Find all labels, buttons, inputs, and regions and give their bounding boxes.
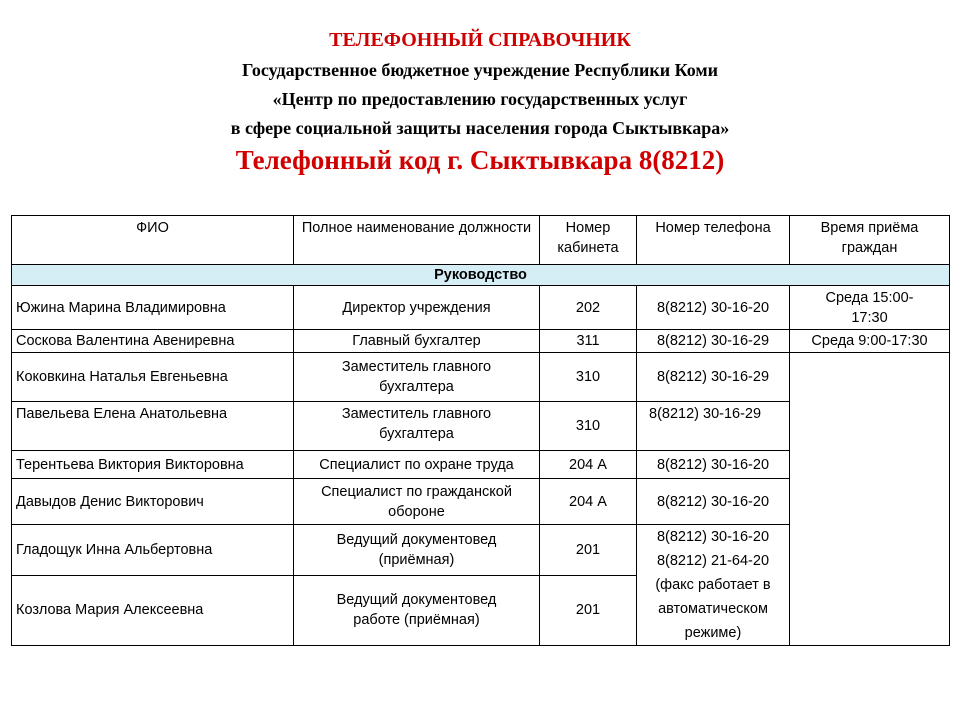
shared-phone-1: 8(8212) 30-16-20 <box>656 529 770 545</box>
col-header-room: Номер кабинета <box>540 216 637 265</box>
cell-position: Ведущий документовед работе (приёмная) <box>294 575 540 645</box>
cell-room: 310 <box>540 353 637 402</box>
cell-phone: 8(8212) 30-16-29 <box>637 402 790 451</box>
cell-fio: Терентьева Виктория Викторовна <box>12 451 294 479</box>
cell-position: Ведущий документовед (приёмная) <box>294 525 540 576</box>
cell-room: 201 <box>540 525 637 576</box>
table-row <box>12 353 950 402</box>
cell-hours-empty <box>790 353 950 646</box>
cell-hours: Среда 9:00-17:30 <box>790 330 950 353</box>
table-header-row <box>12 216 950 265</box>
col-header-position: Полное наименование должности <box>294 216 540 265</box>
col-header-phone: Номер телефона <box>637 216 790 265</box>
cell-fio: Козлова Мария Алексеевна <box>12 575 294 645</box>
cell-position: Заместитель главного бухгалтера <box>294 353 540 402</box>
col-header-fio: ФИО <box>12 216 294 265</box>
section-title: Руководство <box>12 265 950 286</box>
cell-room: 204 А <box>540 479 637 525</box>
cell-phone: 8(8212) 30-16-20 <box>637 451 790 479</box>
cell-phone: 8(8212) 30-16-29 <box>637 330 790 353</box>
cell-position: Заместитель главного бухгалтера <box>294 402 540 451</box>
cell-room: 311 <box>540 330 637 353</box>
cell-room: 310 <box>540 402 637 451</box>
cell-fio: Коковкина Наталья Евгеньевна <box>12 353 294 402</box>
cell-fio: Южина Марина Владимировна <box>12 286 294 330</box>
org-name-line-2: «Центр по предоставлению государственных услуг <box>272 89 688 109</box>
cell-room: 202 <box>540 286 637 330</box>
cell-fio: Соскова Валентина Авениревна <box>12 330 294 353</box>
table-row <box>12 330 950 353</box>
cell-phone: 8(8212) 30-16-29 <box>637 353 790 402</box>
phone-directory-table <box>11 215 950 646</box>
cell-position: Специалист по гражданской обороне <box>294 479 540 525</box>
cell-room: 204 А <box>540 451 637 479</box>
cell-position: Директор учреждения <box>294 286 540 330</box>
cell-phone-shared <box>637 525 790 646</box>
cell-phone: 8(8212) 30-16-20 <box>637 479 790 525</box>
section-row <box>12 265 950 286</box>
cell-hours: Среда 15:00-17:30 <box>790 286 950 330</box>
org-name-line-3: в сфере социальной защиты населения города Сыктывкара» <box>230 118 730 138</box>
cell-phone: 8(8212) 30-16-20 <box>637 286 790 330</box>
cell-fio: Гладощук Инна Альбертовна <box>12 525 294 576</box>
cell-fio: Павельева Елена Анатольевна <box>12 402 294 451</box>
fax-note: (факс работает в автоматическом режиме) <box>655 577 771 641</box>
table-row <box>12 286 950 330</box>
shared-phone-2: 8(8212) 21-64-20 <box>656 553 770 569</box>
cell-position: Главный бухгалтер <box>294 330 540 353</box>
cell-fio: Давыдов Денис Викторович <box>12 479 294 525</box>
org-name-line-1: Государственное бюджетное учреждение Республики Коми <box>241 60 719 80</box>
cell-position: Специалист по охране труда <box>294 451 540 479</box>
cell-room: 201 <box>540 575 637 645</box>
col-header-hours: Время приёма граждан <box>790 216 950 265</box>
city-phone-code: Телефонный код г. Сыктывкара 8(8212) <box>235 145 725 175</box>
directory-title: ТЕЛЕФОННЫЙ СПРАВОЧНИК <box>329 29 631 51</box>
